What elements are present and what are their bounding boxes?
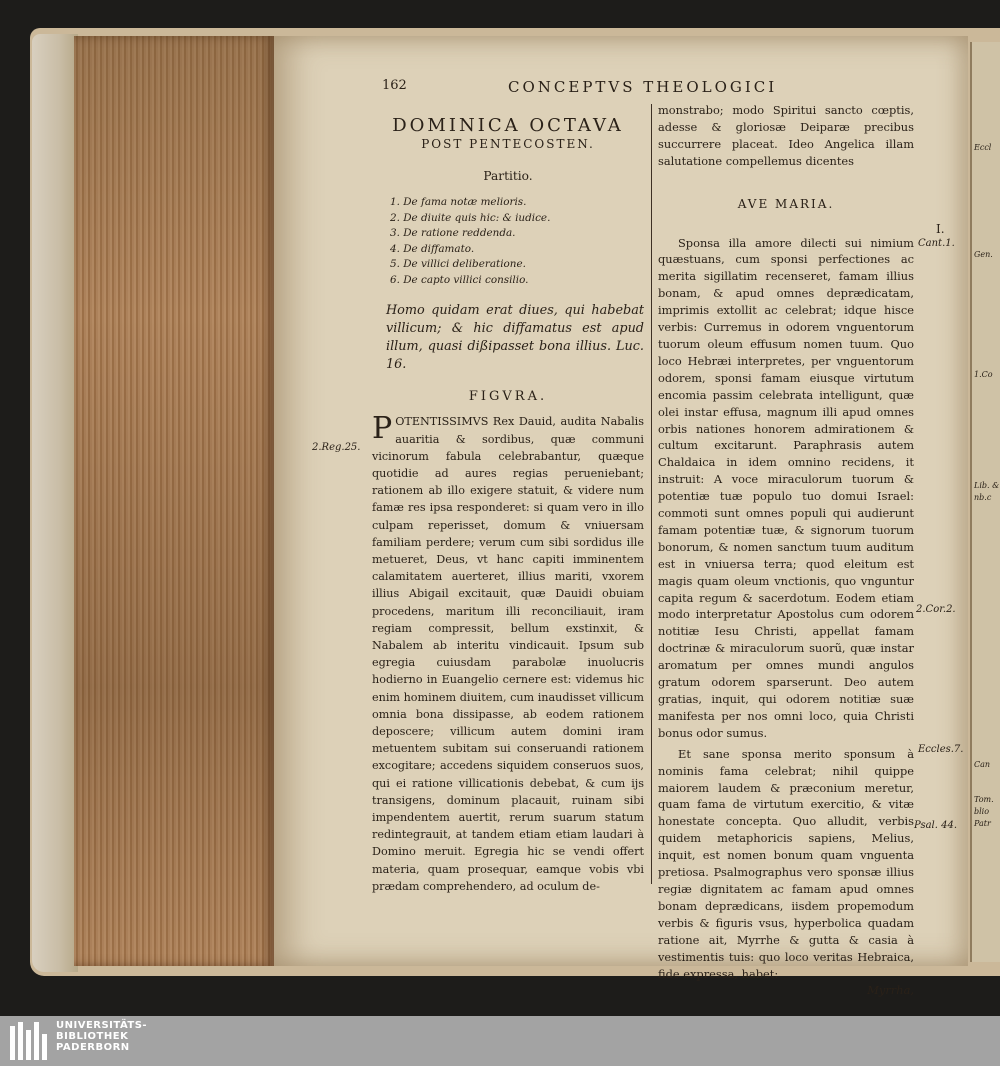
page-number: 162 <box>382 78 407 93</box>
partitio-item: 6. De capto villici consilio. <box>390 273 529 286</box>
margin-note: Eccles.7. <box>918 744 964 755</box>
library-logo-icon <box>10 1022 48 1060</box>
partitio-item: 1. De fama notæ melioris. <box>390 196 527 209</box>
paragraph: Et sane sponsa merito sponsum à nominis fama celebrat; nihil quippe maiorem laudem & præconium meretur, quam fama de virtutum exercitio, & vitæ honestate concepta. Quo alludit, verbis quidem metaphoricis sapiens, Melius, inquit, est nomen bonum quam vnguenta pretiosa. Psalmographus vero sponsæ illius regiæ dignitatem ac famam apud omnes bonam deprædicans, iisdem propemodum verbis & figuris vsus, hyperbolica quadam ratione ait, Myrrhe & gutta & casia à vestimentis tuis: quo loco veritas Hebraica, fide expressa, habet: <box>658 746 914 981</box>
left-column <box>372 116 644 895</box>
drop-cap: P <box>372 411 393 447</box>
page-edges <box>74 36 274 966</box>
ave-maria-heading: AVE MARIA. <box>737 196 835 211</box>
library-footer <box>0 1016 1000 1066</box>
partitio-item: 4. De diffamato. <box>390 242 475 255</box>
partitio-item: 2. De diuite quis hic: & iudice. <box>390 211 551 224</box>
library-name-line: BIBLIOTHEK <box>56 1031 129 1042</box>
margin-note: 2.Cor.2. <box>916 604 956 615</box>
margin-note: Cant.1. <box>918 238 955 249</box>
dominica-subtitle: POST PENTECOSTEN. <box>421 137 595 151</box>
library-name-line: PADERBORN <box>56 1042 130 1053</box>
library-name <box>56 1020 147 1053</box>
next-page-fragment: Tom. blio Patr <box>974 795 994 828</box>
next-page-fragment: Lib. & nb.c <box>974 481 1000 502</box>
margin-note: 2.Reg.25. <box>312 442 361 453</box>
partitio-item: 3. De ratione reddenda. <box>390 227 516 240</box>
right-column <box>658 102 914 999</box>
figura-body <box>372 413 644 895</box>
paragraph: Sponsa illa amore dilecti sui nimium quæstuans, cum sponsi perfectiones ac merita sigillatim recenseret, famam illius bonam, & apud omnes deprædicatam, imprimis extollit ac celebrat; idque hisce verbis: Curremus in odorem vnguentorum tuorum oleum effusum nomen tuum. Quo loco Hebræi interpretes, per vnguentorum odorem, sponsi famam eiusque virtutum encomia passim celebrata intelligunt, quæ olei instar effusa, magnum illi apud omnes orbis nationes honorem admirationem & cultum excitarunt. Paraphrasis autem Chaldaica in idem omnino recidens, it instruit: A voce miraculorum tuorum & potentiæ tuæ populo tuo domui Israel: commoti sunt omnes populi qui audierunt famam potentiæ tuæ, & signorum tuorum bonorum, & nomen sanctum tuum auditum est in vniuersa terra; quod eleitum est magis quam oleum vnctionis, quo vnguntur capita regum & sacerdotum. Eodem etiam modo interpretatur Apostolus cum odorem notitiæ Iesu Christi, appellat famam doctrinæ & miraculorum suorũ, quæ instar aromatum per omnes mundi angulos gratum odorem sparserunt. Deo autem gratias, inquit, qui odorem notitiæ suæ manifesta per nos omni loco, quia Christi bonus odor sumus. <box>658 235 914 740</box>
figura-heading: FIGVRA. <box>468 389 548 405</box>
next-page-fragment: 1.Co <box>974 370 993 379</box>
catchword: Myrrha, <box>867 983 914 998</box>
column-rule <box>651 104 652 884</box>
next-page-fragment: Can <box>974 760 991 769</box>
gospel-text: Homo quidam erat diues, qui habebat villicum; & hic diffamatus est apud illum, quasi dißipasset bona illius. Luc. 16. <box>386 303 644 373</box>
figura-body-text: OTENTISSIMVS Rex Dauid, audita Nabalis auaritia & sordibus, quæ communi vicinorum fabula celebrabantur, quæque quotidie ad aures regias perueniebant; rationem ab illo exigere statuit, & videre num famæ res ipsa responderet: si quam vero in illo culpam reperisset, domum & vniuersam familiam perdere; verum cum sibi sordidus ille metueret, Deus, vt hanc capiti imminentem calamitatem auerteret, illius mariti, vxorem illius Abigail excitauit, quæ Dauidi obuiam procedens, maritum illi reconciliauit, iram regiam compressit, bellum exstinxit, & Nabalem ab interitu vindicauit. Ipsum sub egregia cuiusdam parabolæ inuolucris hodierno in Euangelio cernere est: videmus hic enim hominem diuitem, cum inaudisset villicum omnia bona dissipasse, ab eodem rationem deposcere; villicum autem domini iram metuentem subitam sui conseruandi rationem excogitare; accedens siquidem conseruos suos, qui ei ratione villicationis debebat, & cum ijs transigens, dominum placauit, ruinam sibi impendentem auertit, rerum suarum statum redintegrauit, at tandem etiam etiam laudari à Domino meruit. Egregia hic se vendi offert materia, quam prosequar, eamque vobis vbi prædam comprehendero, ad oculum de- <box>372 415 644 893</box>
library-name-line: UNIVERSITÄTS- <box>56 1020 148 1031</box>
opening-text: monstrabo; modo Spiritui sancto cœptis, adesse & gloriosæ Deiparæ precibus succurrere placeat. Ideo Angelica illam salutatione compellemus dicentes <box>658 103 914 168</box>
vellum-binding <box>32 34 78 972</box>
dominica-title: DOMINICA OCTAVA <box>392 115 624 136</box>
next-page-fragment: Gen. <box>974 250 993 259</box>
running-title: CONCEPTVS THEOLOGICI <box>508 78 778 96</box>
next-page-strip <box>970 42 1000 962</box>
next-page-fragment: Eccl <box>974 143 992 152</box>
margin-note: I. <box>936 222 945 236</box>
partitio-heading: Partitio. <box>483 169 533 183</box>
partitio-item: 5. De villici deliberatione. <box>390 258 526 271</box>
partitio-list <box>372 195 644 288</box>
margin-note: Psal. 44. <box>914 820 958 831</box>
